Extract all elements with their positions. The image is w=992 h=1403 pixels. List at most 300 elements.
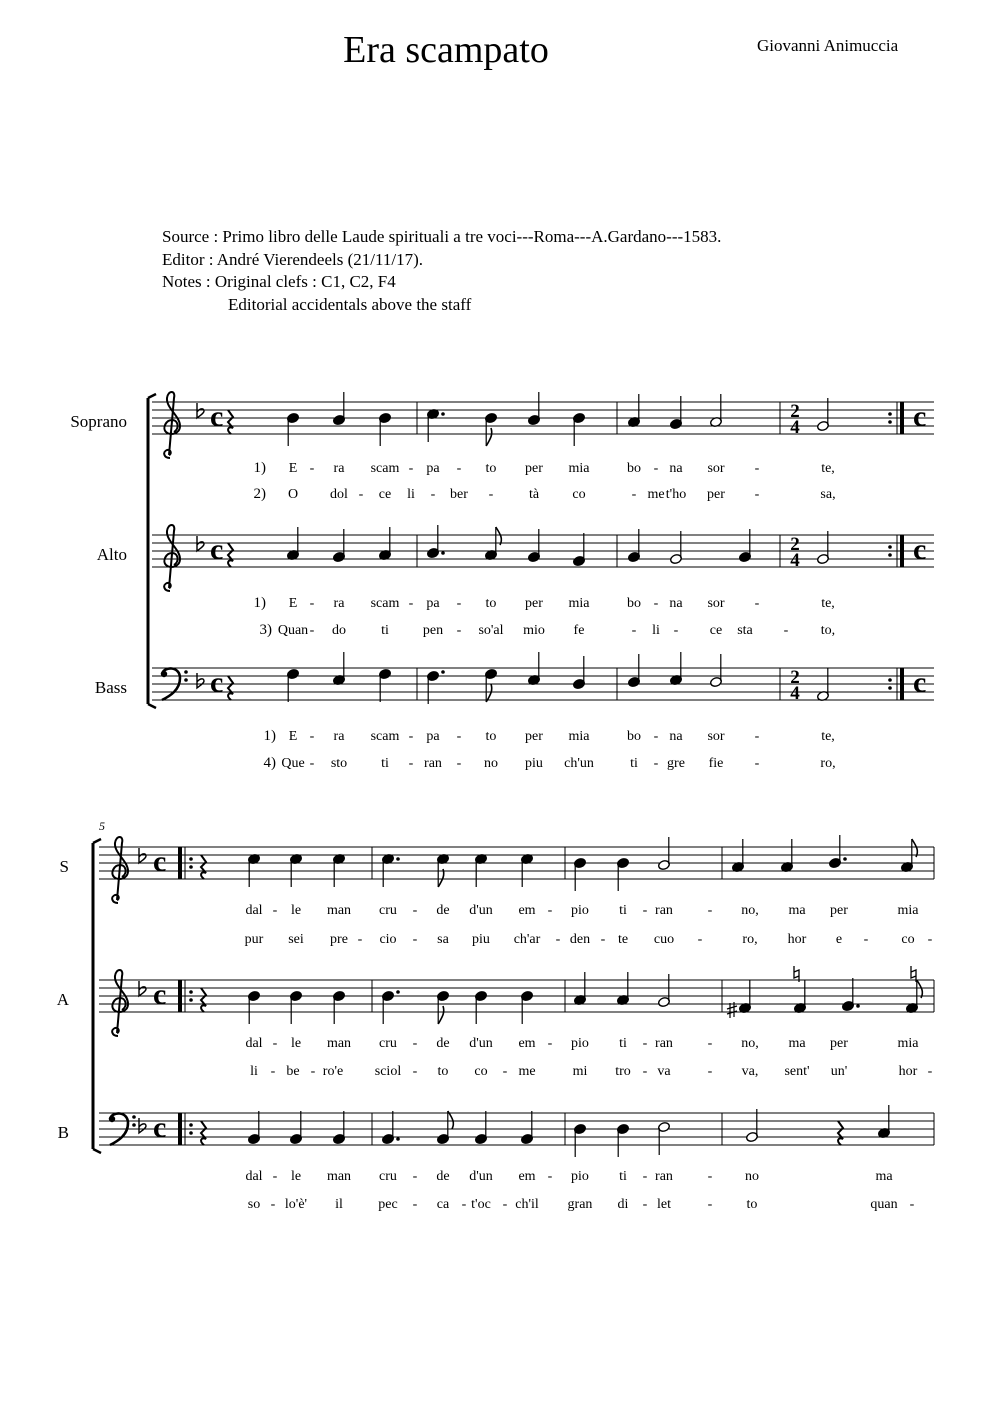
lyric-syllable: hor <box>898 1064 918 1079</box>
lyric-syllable: ma <box>788 1036 806 1051</box>
lyric-syllable: - <box>412 1197 418 1212</box>
lyric-syllable: den <box>569 932 591 947</box>
quarter-rest-icon <box>228 410 233 434</box>
lyric-syllable: e <box>835 932 843 947</box>
lyric-syllable: - <box>754 729 760 744</box>
lyric-syllable: tro <box>615 1064 631 1079</box>
composer-name: Giovanni Animuccia <box>757 36 899 55</box>
lyric-syllable: ca <box>436 1197 450 1212</box>
lyric-syllable: li <box>250 1064 258 1079</box>
lyric-syllable: ti <box>619 1036 627 1051</box>
note-flag <box>917 980 923 998</box>
lyric-syllable: pec <box>378 1197 398 1212</box>
lyric-syllable: ra <box>333 729 345 744</box>
lyric-syllable: - <box>555 932 561 947</box>
lyric-syllable: d'un <box>469 1036 493 1051</box>
lyric-syllable: dal <box>245 1036 263 1051</box>
lyric-syllable: dol <box>330 487 348 502</box>
lyric-syllable: - <box>412 903 418 918</box>
common-time-icon: c <box>913 666 927 699</box>
lyric-syllable: pre <box>330 932 348 947</box>
lyric-syllable: scam <box>370 729 400 744</box>
lyric-syllable: - <box>272 903 278 918</box>
lyric-syllable: me <box>647 487 665 502</box>
lyric-syllable: no <box>484 756 498 771</box>
lyric-syllable: - <box>412 1064 418 1079</box>
note-dot <box>856 1004 860 1008</box>
lyric-syllable: de <box>436 1169 450 1184</box>
lyric-syllable: - <box>707 1036 713 1051</box>
lyric-syllable: d'un <box>469 1169 493 1184</box>
lyric-syllable: - <box>631 487 637 502</box>
lyric-syllable: E <box>288 461 298 476</box>
lyric-syllable: ro, <box>820 756 836 771</box>
quarter-rest-icon <box>201 1121 206 1145</box>
lyric-syllable: co <box>901 932 915 947</box>
lyric-syllable: sa, <box>820 487 836 502</box>
lyric-syllable: t'oc <box>471 1197 491 1212</box>
quarter-rest-icon <box>838 1121 843 1145</box>
lyric-syllable: no, <box>741 903 759 918</box>
lyric-syllable: per <box>525 729 543 744</box>
flat-icon <box>197 673 204 688</box>
lyric-syllable: - <box>309 756 315 771</box>
lyric-syllable: - <box>357 932 363 947</box>
lyric-syllable: man <box>326 903 352 918</box>
lyric-syllable: ro, <box>742 932 758 947</box>
lyric-syllable: - <box>754 461 760 476</box>
quarter-rest-icon <box>228 676 233 700</box>
lyric-syllable: let <box>657 1197 671 1212</box>
lyric-syllable: ra <box>333 596 345 611</box>
lyric-syllable: sent' <box>784 1064 810 1079</box>
lyric-syllable: gre <box>667 756 685 771</box>
lyric-syllable: li <box>652 623 660 638</box>
lyric-syllable: ti <box>381 623 389 638</box>
lyric-syllable: Que <box>281 756 305 771</box>
lyric-syllable: - <box>642 1169 648 1184</box>
lyric-syllable: scam <box>370 461 400 476</box>
lyric-syllable: O <box>287 487 299 502</box>
lyric-syllable: le <box>290 903 302 918</box>
common-time-icon: c <box>210 666 224 699</box>
lyric-syllable: - <box>309 623 315 638</box>
lyric-syllable: - <box>707 1197 713 1212</box>
lyric-syllable: dal <box>245 903 263 918</box>
rest-path <box>201 988 206 1012</box>
lyric-syllable: mia <box>897 1036 919 1051</box>
note-flag <box>438 869 444 887</box>
lyric-syllable: mia <box>568 596 590 611</box>
lyric-syllable: va <box>657 1064 671 1079</box>
lyric-syllable: to <box>437 1064 449 1079</box>
lyric-syllable: ch'il <box>515 1197 539 1212</box>
lyric-syllable: - <box>456 461 462 476</box>
lyric-syllable: - <box>927 1064 933 1079</box>
lyric-syllable: - <box>412 1036 418 1051</box>
repeat-dot <box>888 686 892 690</box>
bass-clef-dot <box>161 671 167 677</box>
note-flag <box>912 839 918 857</box>
common-time-icon: c <box>153 978 167 1011</box>
lyric-syllable: sei <box>288 932 304 947</box>
lyric-syllable: ch'un <box>564 756 594 771</box>
note-flag <box>486 428 492 446</box>
lyric-syllable: pio <box>571 1036 589 1051</box>
lyric-syllable: mi <box>572 1064 588 1079</box>
lyric-syllable: ti <box>381 756 389 771</box>
lyric-syllable: pur <box>244 932 264 947</box>
lyric-syllable: man <box>326 1169 352 1184</box>
bass-clef-dot <box>184 678 188 682</box>
lyric-syllable: - <box>547 1036 553 1051</box>
lyric-syllable: mia <box>568 729 590 744</box>
rest-path <box>201 855 206 879</box>
lyric-syllable: te, <box>821 596 835 611</box>
lyric-syllable: - <box>272 1036 278 1051</box>
lyric-syllable: pa <box>426 461 440 476</box>
lyric-syllable: - <box>272 1169 278 1184</box>
lyric-syllable: - <box>309 729 315 744</box>
lyric-syllable: bo <box>627 729 641 744</box>
lyric-syllable: - <box>310 1064 316 1079</box>
repeat-dot <box>189 998 193 1002</box>
lyric-syllable: sor <box>707 729 725 744</box>
lyric-syllable: na <box>669 729 683 744</box>
lyric-syllable: ce <box>709 623 723 638</box>
lyric-syllable: - <box>309 596 315 611</box>
common-time-icon: c <box>210 533 224 566</box>
note-dot <box>396 1137 400 1141</box>
lyric-syllable: sta <box>737 623 753 638</box>
rest-path <box>201 1121 206 1145</box>
time-signature-numerator-icon: 2 <box>790 667 800 688</box>
lyric-syllable: per <box>525 461 543 476</box>
accidentals-note: Editorial accidentals above the staff <box>228 294 472 314</box>
quarter-rest-icon <box>201 855 206 879</box>
lyric-syllable: - <box>488 487 494 502</box>
rest-path <box>228 676 233 700</box>
lyric-syllable: per <box>830 1036 848 1051</box>
editor-note: Editor : André Vierendeels (21/11/17). <box>162 249 424 269</box>
lyric-syllable: te <box>617 932 629 947</box>
lyric-syllable: na <box>669 596 683 611</box>
lyric-syllable: le <box>290 1036 302 1051</box>
lyric-syllable: - <box>642 903 648 918</box>
lyric-syllable: cru <box>379 1169 397 1184</box>
lyric-syllable: - <box>697 932 703 947</box>
repeat-dot <box>189 865 193 869</box>
lyric-syllable: piu <box>525 756 543 771</box>
lyric-syllable: ber <box>450 487 468 502</box>
verse-number: 3) <box>259 622 272 638</box>
lyric-syllable: - <box>600 932 606 947</box>
verse-number: 4) <box>263 755 276 771</box>
system-bracket <box>148 394 156 398</box>
lyric-syllable: di <box>617 1197 629 1212</box>
lyric-syllable: sa <box>437 932 449 947</box>
lyric-syllable: t'ho <box>665 487 687 502</box>
note-flag <box>438 1006 444 1024</box>
lyric-syllable: - <box>408 729 414 744</box>
lyric-syllable: - <box>783 623 789 638</box>
lyric-syllable: pio <box>571 903 589 918</box>
common-time-icon: c <box>210 400 224 433</box>
lyric-syllable: - <box>461 1197 467 1212</box>
rest-path <box>228 543 233 567</box>
lyric-syllable: te, <box>821 461 835 476</box>
lyric-syllable: - <box>456 729 462 744</box>
lyric-syllable: mia <box>897 903 919 918</box>
lyric-syllable: fie <box>708 756 724 771</box>
note-flag <box>496 527 502 545</box>
lyric-syllable: pa <box>426 729 440 744</box>
lyric-syllable: - <box>408 756 414 771</box>
note-dot <box>396 990 400 994</box>
note-dot <box>441 670 445 674</box>
lyric-syllable: - <box>653 729 659 744</box>
lyric-syllable: - <box>707 1169 713 1184</box>
lyric-syllable: ran <box>655 1036 673 1051</box>
time-signature-denominator-icon: 4 <box>790 417 800 438</box>
lyric-syllable: per <box>525 596 543 611</box>
lyric-syllable: em <box>518 1036 536 1051</box>
flat-path <box>139 1118 146 1133</box>
lyric-syllable: mia <box>568 461 590 476</box>
lyric-syllable: em <box>518 903 536 918</box>
time-signature-numerator-icon: 2 <box>790 534 800 555</box>
lyric-syllable: - <box>642 1197 648 1212</box>
clefs-note: Notes : Original clefs : C1, C2, F4 <box>162 272 396 291</box>
repeat-dot <box>888 545 892 549</box>
lyric-syllable: - <box>707 903 713 918</box>
lyric-syllable: ch'ar <box>513 932 541 947</box>
common-time-icon: c <box>913 533 927 566</box>
lyric-syllable: - <box>909 1197 915 1212</box>
lyric-syllable: to <box>485 729 497 744</box>
lyric-syllable: - <box>754 596 760 611</box>
piece-title: Era scampato <box>343 29 549 71</box>
lyric-syllable: ran <box>655 1169 673 1184</box>
repeat-dot <box>189 1123 193 1127</box>
lyric-syllable: mio <box>523 623 545 638</box>
verse-number: 1) <box>263 728 276 744</box>
repeat-dot <box>189 990 193 994</box>
repeat-dot <box>189 1131 193 1135</box>
lyric-syllable: pa <box>426 596 440 611</box>
lyric-syllable: ma <box>788 903 806 918</box>
quarter-rest-icon <box>228 543 233 567</box>
lyric-syllable: so <box>247 1197 261 1212</box>
lyric-syllable: - <box>430 487 436 502</box>
lyric-syllable: per <box>830 903 848 918</box>
repeat-dot <box>189 857 193 861</box>
lyric-syllable: pen <box>422 623 444 638</box>
time-signature-denominator-icon: 4 <box>790 550 800 571</box>
rest-path <box>228 410 233 434</box>
common-time-icon: c <box>153 1111 167 1144</box>
lyric-syllable: tà <box>528 487 540 502</box>
lyric-syllable: ti <box>630 756 638 771</box>
lyric-syllable: - <box>547 1169 553 1184</box>
lyric-syllable: hor <box>787 932 807 947</box>
rest-path <box>838 1121 843 1145</box>
repeat-dot <box>888 553 892 557</box>
note-dot <box>843 857 847 861</box>
lyric-syllable: - <box>631 623 637 638</box>
lyric-syllable: - <box>754 756 760 771</box>
lyric-syllable: - <box>927 932 933 947</box>
lyric-syllable: sor <box>707 461 725 476</box>
staff-name: Alto <box>96 545 127 564</box>
lyric-syllable: - <box>412 1169 418 1184</box>
lyric-syllable: ce <box>378 487 392 502</box>
lyric-syllable: - <box>673 623 679 638</box>
lyric-syllable: ma <box>875 1169 893 1184</box>
lyric-syllable: ran <box>655 903 673 918</box>
flat-path <box>197 673 204 688</box>
lyric-syllable: dal <box>245 1169 263 1184</box>
lyric-syllable: - <box>502 1197 508 1212</box>
lyric-syllable: to, <box>820 623 836 638</box>
lyric-syllable: bo <box>627 461 641 476</box>
lyric-syllable: na <box>669 461 683 476</box>
lyric-syllable: - <box>653 756 659 771</box>
lyric-syllable: ran <box>424 756 442 771</box>
lyric-syllable: - <box>408 461 414 476</box>
lyric-syllable: - <box>863 932 869 947</box>
lyric-syllable: - <box>456 596 462 611</box>
note-dot <box>441 412 445 416</box>
lyric-syllable: - <box>653 461 659 476</box>
lyric-syllable: cio <box>379 932 397 947</box>
lyric-syllable: - <box>653 596 659 611</box>
note-flag <box>486 684 492 702</box>
lyric-syllable: pio <box>571 1169 589 1184</box>
flat-icon <box>139 1118 146 1133</box>
lyric-syllable: - <box>309 461 315 476</box>
lyric-syllable: Quan <box>277 623 309 638</box>
lyric-syllable: te, <box>821 729 835 744</box>
lyric-syllable: ti <box>619 903 627 918</box>
time-signature-denominator-icon: 4 <box>790 683 800 704</box>
bass-clef-dot <box>132 1123 136 1127</box>
lyric-syllable: per <box>707 487 725 502</box>
staff-name: Bass <box>94 678 127 697</box>
bass-clef-dot <box>184 670 188 674</box>
repeat-dot <box>888 678 892 682</box>
common-time-icon: c <box>153 845 167 878</box>
lyric-syllable: E <box>288 596 298 611</box>
common-time-icon: c <box>913 400 927 433</box>
time-signature-numerator-icon: 2 <box>790 401 800 422</box>
lyric-syllable: me <box>518 1064 536 1079</box>
system-bracket <box>93 1149 101 1153</box>
lyric-syllable: bo <box>627 596 641 611</box>
lyric-syllable: un' <box>830 1064 848 1079</box>
lyric-syllable: - <box>270 1197 276 1212</box>
lyric-syllable: - <box>270 1064 276 1079</box>
lyric-syllable: do <box>332 623 346 638</box>
lyric-syllable: - <box>642 1036 648 1051</box>
lyric-syllable: sciol <box>374 1064 402 1079</box>
lyric-syllable: li <box>407 487 415 502</box>
measure-number: 5 <box>99 819 105 833</box>
bass-clef-dot <box>109 1116 115 1122</box>
lyric-syllable: co <box>474 1064 488 1079</box>
repeat-dot <box>888 420 892 424</box>
lyric-syllable: man <box>326 1036 352 1051</box>
note-dot <box>396 857 400 861</box>
lyric-syllable: to <box>746 1197 758 1212</box>
lyric-syllable: co <box>572 487 586 502</box>
lyric-syllable: - <box>642 1064 648 1079</box>
staff-name: B <box>57 1123 69 1142</box>
lyric-syllable: sto <box>330 756 348 771</box>
lyric-syllable: so'al <box>478 623 504 638</box>
verse-number: 1) <box>253 460 266 476</box>
lyric-syllable: - <box>408 596 414 611</box>
system-bracket <box>148 704 156 708</box>
lyric-syllable: - <box>412 932 418 947</box>
lyric-syllable: sor <box>707 596 725 611</box>
lyric-syllable: d'un <box>469 903 493 918</box>
lyric-syllable: piu <box>472 932 490 947</box>
lyric-syllable: le <box>290 1169 302 1184</box>
lyric-syllable: - <box>358 487 364 502</box>
lyric-syllable: - <box>456 623 462 638</box>
lyric-syllable: gran <box>567 1197 593 1212</box>
quarter-rest-icon <box>201 988 206 1012</box>
lyric-syllable: ro'e <box>322 1064 344 1079</box>
staff-name: Soprano <box>70 412 127 431</box>
lyric-syllable: - <box>754 487 760 502</box>
verse-number: 1) <box>253 595 266 611</box>
lyric-syllable: scam <box>370 596 400 611</box>
lyric-syllable: no, <box>741 1036 759 1051</box>
lyric-syllable: lo'è' <box>284 1197 308 1212</box>
lyric-syllable: de <box>436 1036 450 1051</box>
lyric-syllable: ra <box>333 461 345 476</box>
lyric-syllable: to <box>485 596 497 611</box>
lyric-syllable: cuo <box>653 932 675 947</box>
verse-number: 2) <box>253 486 266 502</box>
lyric-syllable: be <box>286 1064 300 1079</box>
lyric-syllable: de <box>436 903 450 918</box>
lyric-syllable: ti <box>619 1169 627 1184</box>
source-note: Source : Primo libro delle Laude spirituali a tre voci---Roma---A.Gardano---1583. <box>162 227 722 246</box>
staff-name: A <box>56 990 69 1009</box>
lyric-syllable: quan <box>870 1197 898 1212</box>
lyric-syllable: - <box>547 903 553 918</box>
repeat-dot <box>888 412 892 416</box>
lyric-syllable: - <box>456 756 462 771</box>
lyric-syllable: E <box>288 729 298 744</box>
lyric-syllable: cru <box>379 1036 397 1051</box>
lyric-syllable: il <box>335 1197 343 1212</box>
lyric-syllable: em <box>518 1169 536 1184</box>
lyric-syllable: to <box>485 461 497 476</box>
note-dot <box>441 551 445 555</box>
lyric-syllable: cru <box>379 903 397 918</box>
staff-name: S <box>59 857 69 876</box>
bass-clef-dot <box>132 1115 136 1119</box>
lyric-syllable: no <box>745 1169 759 1184</box>
lyric-syllable: - <box>707 1064 713 1079</box>
lyric-syllable: - <box>502 1064 508 1079</box>
note-flag <box>448 1111 454 1129</box>
lyric-syllable: fe <box>573 623 585 638</box>
